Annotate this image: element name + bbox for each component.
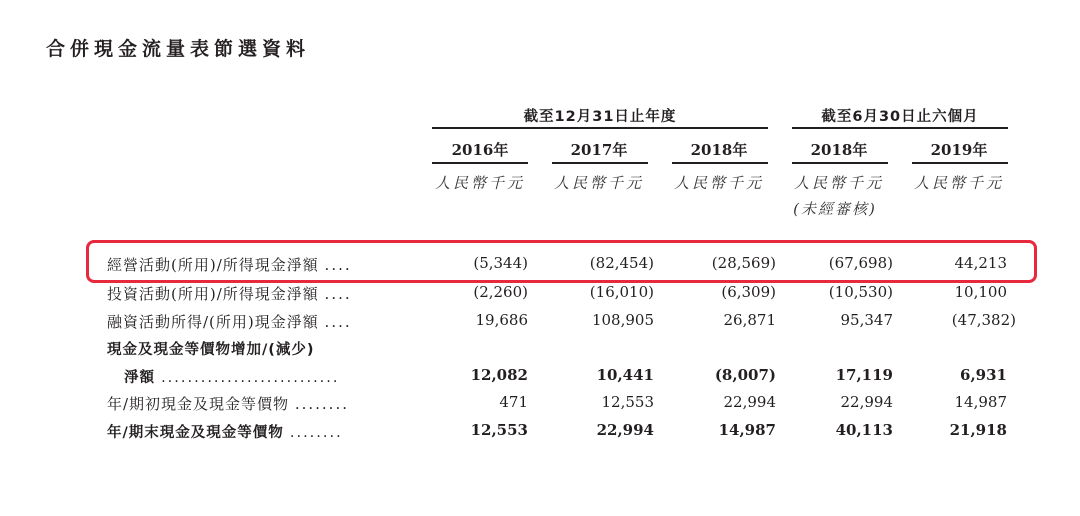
- year-rule-5: [912, 162, 1008, 164]
- cell: 108,905: [591, 311, 654, 329]
- col-2018-year: 2018年: [690, 141, 748, 159]
- cell: 12,553: [601, 393, 654, 411]
- cell: 471: [499, 393, 528, 411]
- cell: (2,260): [473, 283, 528, 301]
- cell: 22,994: [840, 393, 893, 411]
- row-label: 投資活動(所用)/所得現金淨額 ....: [107, 285, 352, 303]
- cell: 12,082: [470, 366, 528, 384]
- cell: 26,871: [723, 311, 776, 329]
- cell: 19,686: [475, 311, 528, 329]
- cell: 6,931: [960, 366, 1007, 384]
- cell: 21,918: [949, 421, 1007, 439]
- row-label: 經營活動(所用)/所得現金淨額 ....: [107, 256, 352, 274]
- cell: (67,698): [828, 254, 893, 272]
- header-group-six-months: 截至6月30日止六個月: [821, 109, 979, 125]
- table-row: [0, 393, 1080, 419]
- cell: (6,309): [721, 283, 776, 301]
- cell: (8,007): [714, 366, 776, 384]
- cell: 14,987: [954, 393, 1007, 411]
- cell: (10,530): [828, 283, 893, 301]
- page-title: 合併現金流量表節選資料: [46, 38, 311, 60]
- header-group-six-months-rule: [792, 127, 1008, 129]
- table-row: [0, 338, 1080, 364]
- unaudited-note: (未經審核): [793, 200, 877, 218]
- cell: 40,113: [835, 421, 893, 439]
- cell: (5,344): [473, 254, 528, 272]
- row-label: 年/期初現金及現金等價物 ........: [107, 395, 349, 413]
- header-group-year: 截至12月31日止年度: [523, 109, 677, 125]
- row-label: 淨額 ...........................: [124, 370, 340, 386]
- unit-label: 人民幣千元: [553, 174, 644, 192]
- year-rule-2: [552, 162, 648, 164]
- cell: 10,100: [954, 283, 1007, 301]
- cell: 12,553: [470, 421, 528, 439]
- cell: (47,382): [951, 311, 1016, 329]
- cell: 22,994: [596, 421, 654, 439]
- year-rule-4: [792, 162, 888, 164]
- row-label: 年/期末現金及現金等價物 ........: [107, 425, 343, 441]
- col-2018h-year: 2018年: [810, 141, 868, 159]
- cell: (16,010): [589, 283, 654, 301]
- cell: 10,441: [596, 366, 654, 384]
- year-rule-1: [432, 162, 528, 164]
- row-label: 融資活動所得/(所用)現金淨額 ....: [107, 313, 352, 331]
- cell: 44,213: [954, 254, 1007, 272]
- unit-label: 人民幣千元: [793, 174, 884, 192]
- table-row: [0, 421, 1080, 447]
- cell: 14,987: [718, 421, 776, 439]
- cell: (28,569): [711, 254, 776, 272]
- table-row: [0, 311, 1080, 337]
- unit-label: 人民幣千元: [434, 174, 525, 192]
- cell: 17,119: [835, 366, 893, 384]
- unit-label: 人民幣千元: [913, 174, 1004, 192]
- cell: 95,347: [840, 311, 893, 329]
- cell: (82,454): [589, 254, 654, 272]
- unit-label: 人民幣千元: [673, 174, 764, 192]
- year-rule-3: [672, 162, 768, 164]
- col-2019h-year: 2019年: [930, 141, 988, 159]
- header-group-year-rule: [432, 127, 768, 129]
- col-2017-year: 2017年: [570, 141, 628, 159]
- table-row: [0, 283, 1080, 309]
- col-2016-year: 2016年: [451, 141, 509, 159]
- row-label: 現金及現金等價物增加/(減少): [107, 342, 315, 358]
- cell: 22,994: [723, 393, 776, 411]
- table-row: [0, 254, 1080, 280]
- table-row: [0, 366, 1080, 392]
